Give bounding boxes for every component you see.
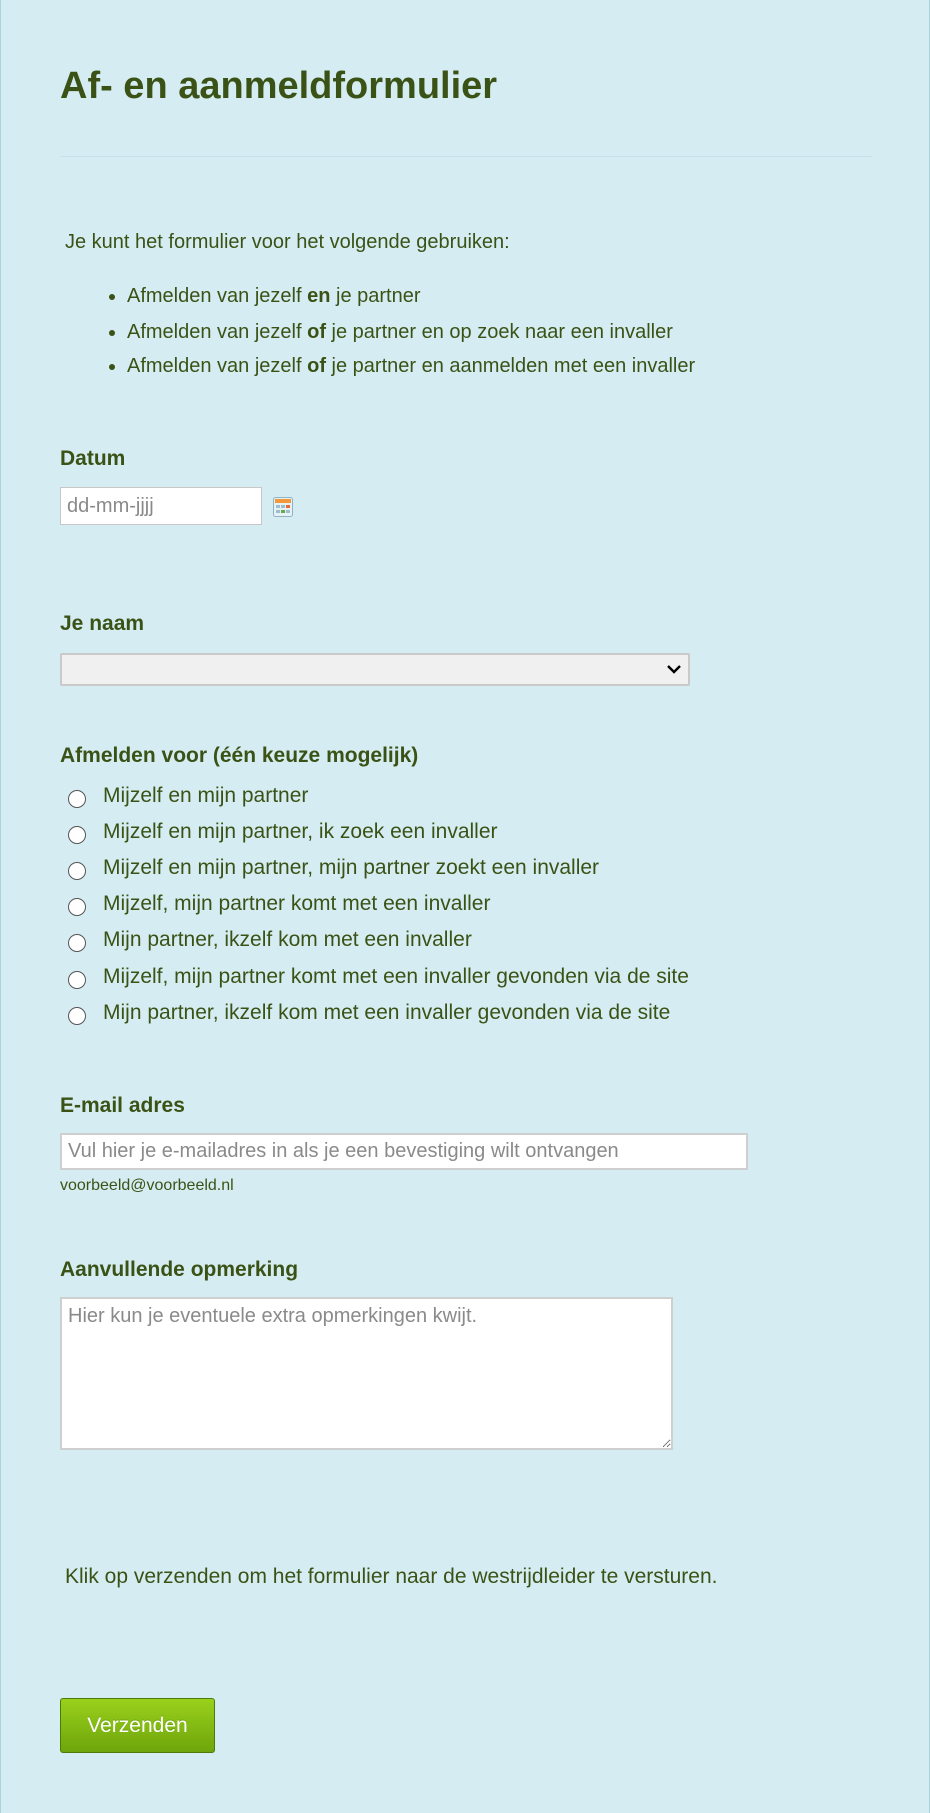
submit-button[interactable]: Verzenden [60,1698,215,1753]
radio-label[interactable]: Mijzelf en mijn partner, mijn partner zoekt een invaller [103,856,600,879]
radio-button[interactable] [68,790,86,808]
intro-item-bold: of [307,355,326,377]
email-label: E-mail adres [60,1094,185,1117]
radio-button[interactable] [68,898,86,916]
radio-label[interactable]: Mijzelf en mijn partner, ik zoek een invaller [103,820,498,843]
intro-text: Je kunt het formulier voor het volgende gebruiken: [65,231,510,253]
radio-button[interactable] [68,971,86,989]
radio-button[interactable] [68,862,86,880]
email-sublabel: voorbeeld@voorbeeld.nl [60,1177,234,1194]
intro-list-item [127,354,695,378]
form-page [1,0,930,1813]
calendar-icon[interactable] [273,497,293,517]
radio-label[interactable]: Mijzelf en mijn partner [103,784,309,807]
name-select[interactable] [60,653,690,686]
intro-list [67,284,695,390]
radio-button[interactable] [68,934,86,952]
intro-list-item [127,284,695,308]
date-label: Datum [60,447,126,470]
radio-button[interactable] [68,826,86,844]
page-title: Af- en aanmeldformulier [60,65,498,107]
title-divider [60,156,872,157]
intro-list-item [127,320,695,344]
radio-label[interactable]: Mijzelf, mijn partner komt met een invaller [103,892,491,915]
email-input[interactable] [60,1133,748,1170]
comment-label: Aanvullende opmerking [60,1258,299,1281]
intro-item-text: Afmelden van jezelf [127,321,308,343]
radio-button[interactable] [68,1007,86,1025]
radio-label[interactable]: Mijn partner, ikzelf kom met een invaller [103,928,472,951]
cancel-for-label: Afmelden voor (één keuze mogelijk) [60,744,419,767]
date-input[interactable] [60,487,262,525]
name-label: Je naam [60,612,145,635]
intro-item-bold: of [307,321,326,343]
comment-textarea[interactable] [60,1297,673,1450]
intro-item-text: je partner en aanmelden met een invaller [326,355,696,377]
radio-label[interactable]: Mijzelf, mijn partner komt met een invaller gevonden via de site [103,965,689,988]
intro-item-bold: en [307,285,331,307]
intro-item-text: je partner en op zoek naar een invaller [326,321,673,343]
intro-item-text: Afmelden van jezelf [127,355,308,377]
intro-item-text: je partner [330,285,421,307]
intro-item-text: Afmelden van jezelf [127,285,308,307]
radio-label[interactable]: Mijn partner, ikzelf kom met een invaller gevonden via de site [103,1001,671,1024]
submit-instruction: Klik op verzenden om het formulier naar de westrijdleider te versturen. [65,1565,718,1588]
